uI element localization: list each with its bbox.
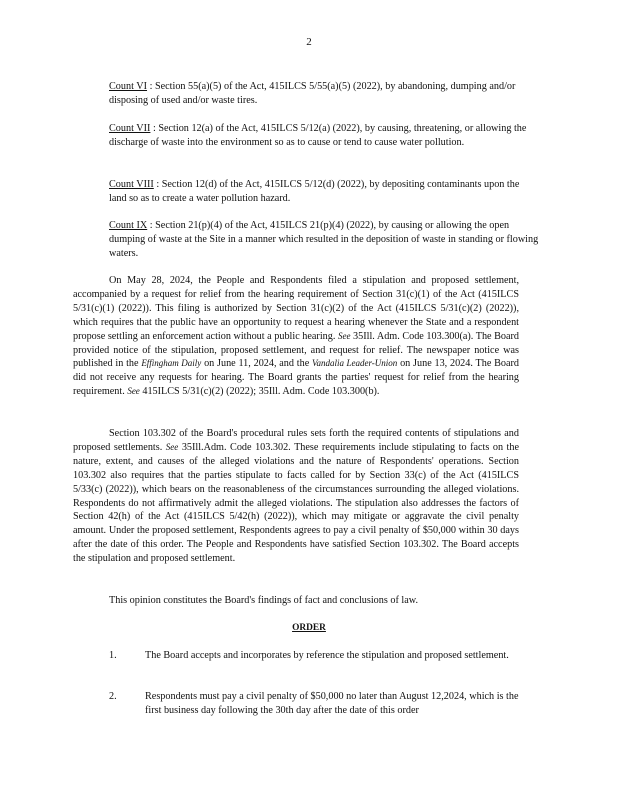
count-vi xyxy=(109,80,539,108)
order-item-number: 2. xyxy=(109,691,117,702)
count-ix xyxy=(109,219,539,261)
see-signal: See xyxy=(127,386,140,397)
count-vii xyxy=(109,122,539,150)
order-title-text: ORDER xyxy=(292,623,326,633)
newspaper-name: Effingham Daily xyxy=(141,358,202,369)
paragraph-text: On May 28, 2024, the People and Respondents filed a stipulation and proposed settlement, accompanied by a request for relief from the hearing requirement of Section 31(c)(1) of the Act (415ILCS 5/31(c)(1) (2022)). This filing is authorized by Section 31(c)(2) of the Act (415ILCS 5/31(c)(2) (2022)), which requires that the public have an opportunity to request a hearing whenever the State and a respondent propose settling an enforcement action without a public hearing. xyxy=(73,275,519,342)
count-text: : Section 12(d) of the Act, 415ILCS 5/12(d) (2022), by depositing contaminants upon the land so as to create a water pollution hazard. xyxy=(109,179,520,204)
see-signal: See xyxy=(337,330,351,341)
order-item-text: Respondents must pay a civil penalty of $50,000 no later than August 12,2024, which is the first business day following the 30th day after the date of this order xyxy=(145,691,519,716)
paragraph-text: on June 13, 2024. The Board did not receive any requests for hearing. The Board grants the parties' request for relief from the hearing requirement. xyxy=(73,358,520,398)
paragraph-text: 415ILCS 5/31(c)(2) (2022); 35Ill. Adm. Code 103.300(b). xyxy=(142,386,380,398)
paragraph-text: 35Ill. Adm. Code 103.300(a). The Board provided notice of the stipulation, proposed settlement, and request for relief. The newspaper notice was published in the xyxy=(73,330,520,370)
page-number: 2 xyxy=(306,36,312,48)
paragraph-stipulation-filing xyxy=(73,274,519,399)
order-heading xyxy=(0,622,618,636)
count-label: Count VII xyxy=(109,123,151,134)
paragraph-findings: This opinion constitutes the Board's findings of fact and conclusions of law. xyxy=(109,595,419,606)
order-item-1 xyxy=(109,649,519,663)
newspaper-name: Vandalia Leader-Union xyxy=(312,358,398,369)
count-label: Count VI xyxy=(109,81,148,92)
order-item-text: The Board accepts and incorporates by reference the stipulation and proposed settlement. xyxy=(145,650,509,661)
order-item-number: 1. xyxy=(109,650,117,661)
paragraph-text: on June 11, 2024, and the xyxy=(204,358,310,370)
count-text: : Section 21(p)(4) of the Act, 415ILCS 21(p)(4) (2022), by causing or allowing the open dumping of waste at the Site in a manner which resulted in the deposition of waste in standing or flowing waters. xyxy=(109,220,539,259)
count-text: : Section 12(a) of the Act, 415ILCS 5/12(a) (2022), by causing, threatening, or allowing the discharge of waste into the environment so as to cause or tend to cause water pollution. xyxy=(109,123,527,148)
count-text: : Section 55(a)(5) of the Act, 415ILCS 5/55(a)(5) (2022), by abandoning, dumping and/or disposing of used and/or waste tires. xyxy=(109,81,516,106)
count-label: Count IX xyxy=(109,220,148,231)
count-label: Count VIII xyxy=(109,179,154,190)
paragraph-procedural-rules xyxy=(73,427,519,566)
count-viii xyxy=(109,178,539,206)
see-signal: See xyxy=(165,441,179,452)
paragraph-text: Section 103.302 of the Board's procedural rules sets forth the required contents of stipulations and proposed settlements. xyxy=(73,428,519,453)
paragraph-text: 35Ill.Adm. Code 103.302. These requirements include stipulating to facts on the nature, extent, and causes of the alleged violations and the nature of Respondents' operations. Section 103.302 also requires that the parties stipulate to facts called for by Section 33(c) of the Act (415ILCS 5/33(c) (2022)), which bears on the reasonableness of the circumstances surrounding the alleged violations. Respondents do not affirmatively admit the alleged violations. The stipulation also addresses the factors of Section 42(h) of the Act (415ILCS 5/42(h) (2022)), which may mitigate or aggravate the civil penalty amount. Under the proposed settlement, Respondents agrees to pay a civil penalty of $50,000 within 30 days after the date of this order. The People and Respondents have satisfied Section 103.302. The Board accepts the stipulation and proposed settlement. xyxy=(73,441,520,565)
order-item-2 xyxy=(109,690,519,718)
